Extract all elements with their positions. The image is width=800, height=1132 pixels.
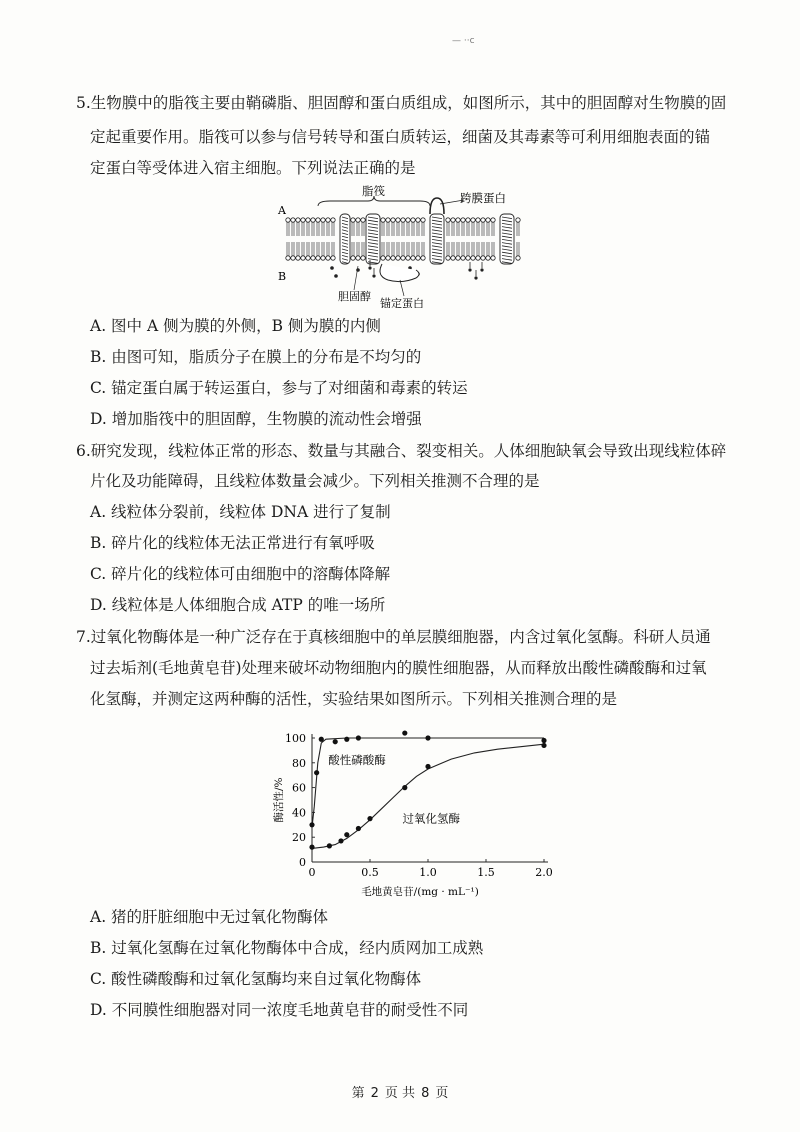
x-tick-label: 0 [308,866,316,879]
lipid-head-inner [481,256,485,260]
lipid-head-outer [326,218,330,222]
data-point [344,832,349,837]
total-pages: 8 [421,1086,430,1101]
lipid-head-outer [311,218,315,222]
label-anchor-protein: 锚定蛋白 [380,297,424,308]
lipid-head-outer [301,218,305,222]
data-point [541,743,546,748]
data-point [425,764,430,769]
q7-line-3: 化氢酶，并测定这两种酶的活性，实验结果如图所示。下列相关推测合理的是 [90,690,618,708]
q6-option-c: C. 碎片化的线粒体可由细胞中的溶酶体降解 [90,565,391,583]
q6-line-2: 片化及功能障碍，且线粒体数量会减少。下列相关推测不合理的是 [90,472,540,490]
lipid-head-outer [406,218,410,222]
lipid-head-inner [446,256,450,260]
lipid-head-outer [396,218,400,222]
lipid-tail-inner [462,242,464,256]
q7-line-1: 7.过氧化物酶体是一种广泛存在于真核细胞中的单层膜细胞器，内含过氧化氢酶。科研人员通 [76,628,711,646]
lipid-tail-inner [387,242,389,256]
series-label-acid-phosphatase: 酸性磷酸酶 [328,753,386,768]
lipid-head-inner [416,256,420,260]
lipid-head-outer [466,218,470,222]
label-side-a: A [278,204,286,217]
lipid-tail-outer [332,222,334,236]
lipid-tail-inner [322,242,324,256]
lipid-tail-outer [352,222,354,236]
current-page: 2 [370,1086,379,1101]
lipid-tail-outer [362,222,364,236]
data-point [314,770,319,775]
cholesterol-leader [354,266,358,290]
lipid-head-inner [456,256,460,260]
lipid-head-outer [386,218,390,222]
y-tick-label: 100 [285,732,306,745]
lipid-head-inner [451,256,455,260]
lipid-head-inner [296,256,300,260]
x-tick-label: 1.0 [419,866,437,879]
lipid-tail-inner [327,242,329,256]
lipid-tail-outer [307,222,309,236]
q5-line-1: 5.生物膜中的脂筏主要由鞘磷脂、胆固醇和蛋白质组成，如图所示，其中的胆固醇对生物膜的固 [76,94,727,112]
lipid-tail-inner [352,242,354,256]
lipid-tail-outer [402,222,404,236]
q7-option-b: B. 过氧化氢酶在过氧化物酶体中合成，经内质网加工成熟 [90,939,484,957]
data-point [356,826,361,831]
x-axis-label: 毛地黄皂苷/(mg · mL⁻¹) [361,886,479,898]
q5-line-2: 定起重要作用。脂筏可以参与信号转导和蛋白质转运，细菌及其毒素等可利用细胞表面的锚 [90,128,711,146]
lipid-head-inner [466,256,470,260]
q6-option-d: D. 线粒体是人体细胞合成 ATP 的唯一场所 [90,596,386,614]
data-point [402,730,407,735]
lipid-head-outer [471,218,475,222]
q6-option-b: B. 碎片化的线粒体无法正常进行有氧呼吸 [90,534,375,552]
lipid-head-inner [401,256,405,260]
data-point [309,845,314,850]
lipid-head-outer [331,218,335,222]
lipid-head-outer [296,218,300,222]
glyco-bead [474,276,477,279]
lipid-tail-inner [467,242,469,256]
lipid-head-inner [516,256,520,260]
lipid-tail-inner [292,242,294,256]
x-tick-label: 0.5 [361,866,379,879]
lipid-head-outer [476,218,480,222]
lipid-tail-inner [477,242,479,256]
anchor-leader [400,280,404,296]
q6-number: 6. [76,442,91,460]
y-tick-label: 80 [292,756,306,770]
q7-line-2: 过去垢剂(毛地黄皂苷)处理来破坏动物细胞内的膜性细胞器，从而释放出酸性磷酸酶和过氧 [90,659,707,677]
lipid-head-outer [361,218,365,222]
lipid-head-outer [306,218,310,222]
lipid-head-outer [316,218,320,222]
lipid-head-outer [286,218,290,222]
y-tick-label: 60 [292,781,306,795]
lipid-head-outer [351,218,355,222]
lipid-tail-outer [392,222,394,236]
membrane-diagram [270,184,532,308]
label-transmembrane-protein: 跨膜蛋白 [460,191,506,205]
lipid-tail-inner [447,242,449,256]
lipid-tail-inner [332,242,334,256]
lipid-head-outer [321,218,325,222]
lipid-tail-inner [307,242,309,256]
lipid-tail-inner [492,242,494,256]
lipid-tail-inner [472,242,474,256]
cholesterol-bead [334,274,338,278]
lipid-tail-inner [417,242,419,256]
lipid-head-inner [331,256,335,260]
lipid-tail-outer [287,222,289,236]
q6-line-1: 6.研究发现，线粒体正常的形态、数量与其融合、裂变相关。人体细胞缺氧会导致出现线粒体碎 [76,442,727,460]
lipid-head-inner [396,256,400,260]
data-point [338,838,343,843]
lipid-tail-outer [487,222,489,236]
lipid-tail-outer [457,222,459,236]
lipid-tail-outer [292,222,294,236]
lipid-tail-inner [407,242,409,256]
data-point [333,739,338,744]
lipid-tail-inner [392,242,394,256]
data-point [356,735,361,740]
lipid-head-outer [481,218,485,222]
lipid-head-outer [391,218,395,222]
lipid-tail-inner [357,242,359,256]
q7-option-d: D. 不同膜性细胞器对同一浓度毛地黄皂苷的耐受性不同 [90,1001,469,1019]
y-tick-label: 20 [292,831,306,845]
series-label-catalase: 过氧化氢酶 [402,811,460,826]
lipid-tail-outer [382,222,384,236]
lipid-tail-outer [422,222,424,236]
lipid-head-outer [491,218,495,222]
lipid-tail-outer [407,222,409,236]
lipid-head-inner [491,256,495,260]
lipid-head-inner [421,256,425,260]
q7-number: 7. [76,628,91,646]
lipid-tail-outer [387,222,389,236]
lipid-tail-inner [297,242,299,256]
label-raft: 脂筏 [362,184,385,198]
lipid-tail-inner [397,242,399,256]
lipid-tail-inner [452,242,454,256]
lipid-head-inner [356,256,360,260]
lipid-tail-outer [297,222,299,236]
lipid-tail-outer [302,222,304,236]
lipid-tail-outer [517,222,519,236]
lipid-head-inner [471,256,475,260]
q5-option-b: B. 由图可知，脂质分子在膜上的分布是不均匀的 [90,348,422,366]
q7-option-c: C. 酸性磷酸酶和过氧化氢酶均来自过氧化物酶体 [90,970,422,988]
lipid-head-inner [306,256,310,260]
lipid-tail-outer [482,222,484,236]
lipid-tail-outer [417,222,419,236]
enzyme-activity-chart [262,722,562,900]
lipid-head-outer [421,218,425,222]
lipid-head-outer [446,218,450,222]
glyco-bead [372,274,375,277]
cholesterol-bead [356,268,360,272]
lipid-tail-inner [422,242,424,256]
glyco-bead [368,266,371,269]
lipid-tail-inner [482,242,484,256]
lipid-tail-inner [412,242,414,256]
glyco-bead [480,268,483,271]
lipid-tail-outer [467,222,469,236]
lipid-head-outer [451,218,455,222]
lipid-head-outer [291,218,295,222]
lipid-tail-inner [287,242,289,256]
lipid-head-inner [351,256,355,260]
data-point [309,822,314,827]
lipid-tail-outer [312,222,314,236]
q5-number: 5. [76,94,91,112]
lipid-tail-outer [357,222,359,236]
lipid-head-inner [301,256,305,260]
lipid-head-outer [401,218,405,222]
data-point [344,737,349,742]
lipid-head-outer [486,218,490,222]
x-tick-label: 2.0 [535,866,553,879]
lipid-head-inner [291,256,295,260]
lipid-tail-outer [322,222,324,236]
lipid-head-outer [461,218,465,222]
lipid-tail-inner [317,242,319,256]
anchor-protein-shape [380,264,419,282]
lipid-head-inner [311,256,315,260]
lipid-tail-inner [517,242,519,256]
y-tick-label: 0 [299,856,306,869]
lipid-tail-outer [412,222,414,236]
data-point [327,843,332,848]
cholesterol-bead [330,266,334,270]
lipid-head-outer [381,218,385,222]
lipid-tail-outer [472,222,474,236]
chart-ticks [285,732,553,879]
lipid-tail-outer [327,222,329,236]
q7-option-a: A. 猪的肝脏细胞中无过氧化物酶体 [90,908,329,926]
page-footer: 第 2 页 共 8 页 [351,1086,449,1101]
lipid-head-outer [411,218,415,222]
lipid-head-outer [356,218,360,222]
x-tick-label: 1.5 [477,866,495,879]
lipid-head-inner [321,256,325,260]
data-point [425,735,430,740]
label-cholesterol: 胆固醇 [338,290,371,303]
lipid-tail-inner [457,242,459,256]
lipid-head-inner [286,256,290,260]
lipid-head-inner [316,256,320,260]
lipid-head-outer [416,218,420,222]
q5-option-a: A. 图中 A 侧为膜的外侧，B 侧为膜的内侧 [90,317,381,335]
data-point [367,816,372,821]
lipid-head-inner [406,256,410,260]
q6-option-a: A. 线粒体分裂前，线粒体 DNA 进行了复制 [90,503,391,521]
lipid-head-inner [461,256,465,260]
lipid-head-inner [411,256,415,260]
lipid-head-inner [391,256,395,260]
data-point [402,785,407,790]
glyco-bead [468,268,471,271]
lipid-head-outer [516,218,520,222]
lipid-head-inner [386,256,390,260]
lipid-tail-outer [447,222,449,236]
lipid-tail-outer [452,222,454,236]
q5-option-d: D. 增加脂筏中的胆固醇，生物膜的流动性会增强 [90,410,422,428]
lipid-head-inner [381,256,385,260]
phospholipid-heads [286,218,520,260]
protein-loop [430,198,444,214]
lipid-tail-outer [492,222,494,236]
lipid-tail-outer [477,222,479,236]
lipid-tail-inner [362,242,364,256]
y-tick-label: 40 [292,806,306,820]
lipid-tail-inner [302,242,304,256]
scan-mark: — ··c [452,36,475,46]
data-point [319,737,324,742]
lipid-tail-inner [382,242,384,256]
lipid-head-inner [326,256,330,260]
lipid-head-inner [476,256,480,260]
lipid-head-inner [486,256,490,260]
data-point [541,738,546,743]
q5-line-3: 定蛋白等受体进入宿主细胞。下列说法正确的是 [90,159,416,177]
lipid-tail-outer [317,222,319,236]
q5-option-c: C. 锚定蛋白属于转运蛋白，参与了对细菌和毒素的转运 [90,379,468,397]
y-axis-label: 酶活性/% [273,777,285,823]
lipid-tail-inner [402,242,404,256]
lipid-head-inner [361,256,365,260]
lipid-tail-outer [397,222,399,236]
chart-series [309,730,546,849]
lipid-tail-outer [462,222,464,236]
label-side-b: B [278,270,287,283]
lipid-head-outer [456,218,460,222]
lipid-tail-inner [312,242,314,256]
lipid-tail-inner [487,242,489,256]
